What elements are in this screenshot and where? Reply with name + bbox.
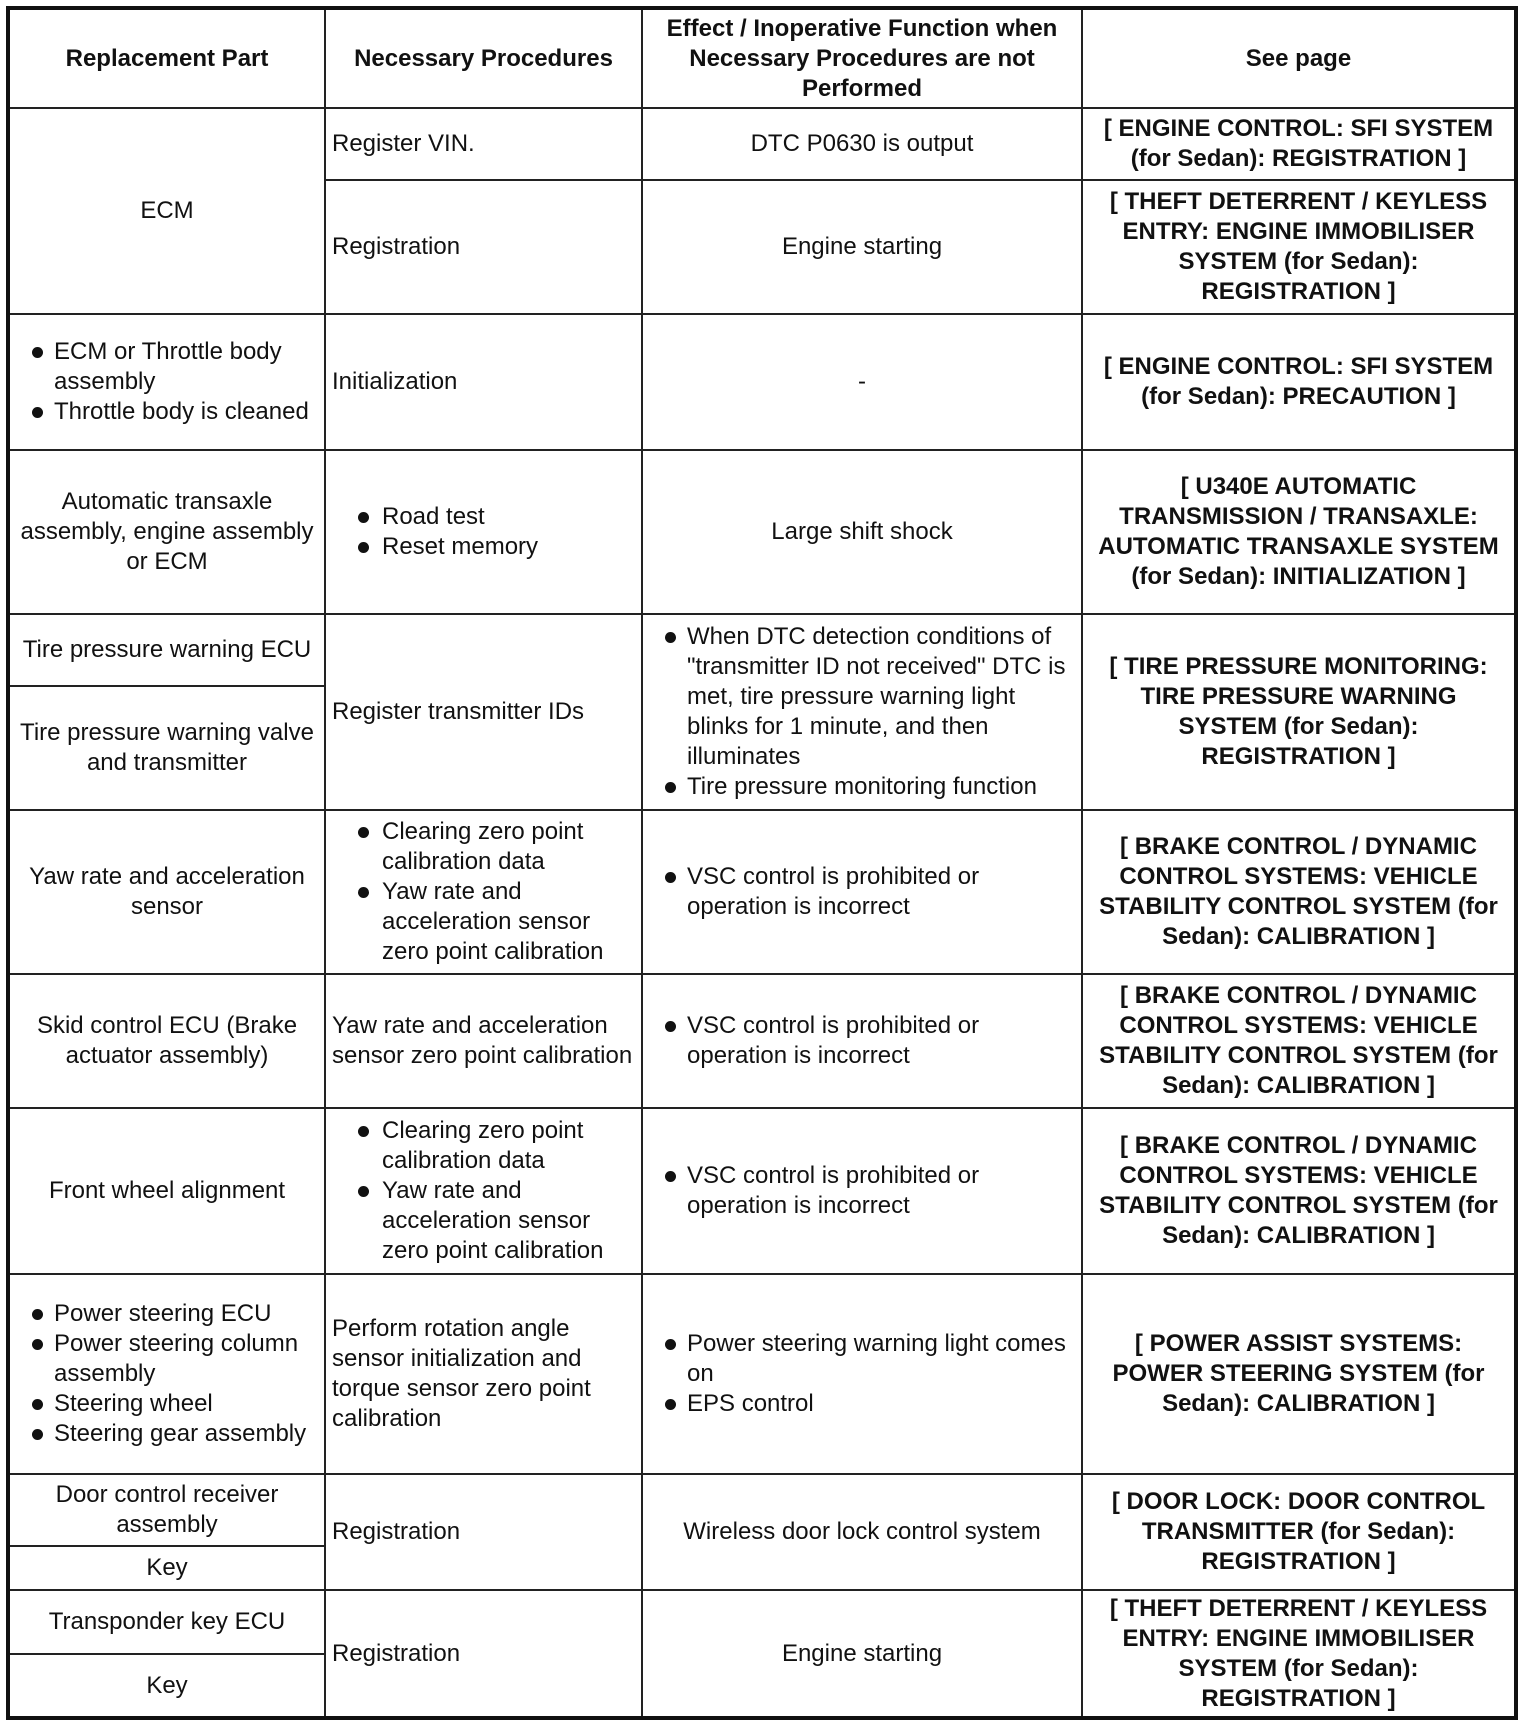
table-row [8,1474,1516,1546]
table-row [8,108,1516,180]
list-item: VSC control is prohibited or operation is incorrect [649,862,1075,922]
list-item: Reset memory [332,532,635,562]
header-replacement-part: Replacement Part [8,8,325,108]
part-cell: Tire pressure warning ECU [8,614,325,686]
see-page-ref: [ BRAKE CONTROL / DYNAMIC CONTROL SYSTEMS: VEHICLE STABILITY CONTROL SYSTEM (for Sedan): CALIBRATION ] [1082,974,1516,1108]
part-cell: Yaw rate and acceleration sensor [8,810,325,974]
see-page-ref: [ POWER ASSIST SYSTEMS: POWER STEERING SYSTEM (for Sedan): CALIBRATION ] [1082,1274,1516,1474]
part-cell: Front wheel alignment [8,1108,325,1274]
table-row [8,974,1516,1108]
table-row [8,810,1516,974]
see-page-ref: [ THEFT DETERRENT / KEYLESS ENTRY: ENGINE IMMOBILISER SYSTEM (for Sedan): REGISTRATION ] [1082,1590,1516,1718]
list-item: Steering wheel [16,1389,318,1419]
part-cell: Key [8,1546,325,1590]
procedure-cell: Perform rotation angle sensor initialization and torque sensor zero point calibration [325,1274,642,1474]
list-item: Tire pressure monitoring function [649,772,1075,802]
procedure-cell: Register transmitter IDs [325,614,642,810]
header-row [8,8,1516,108]
list-item: Power steering ECU [16,1299,318,1329]
list-item: Clearing zero point calibration data [332,1116,635,1176]
part-cell: Door control receiver assembly [8,1474,325,1546]
table-row [8,314,1516,450]
list-item: Throttle body is cleaned [16,397,318,427]
see-page-ref: [ BRAKE CONTROL / DYNAMIC CONTROL SYSTEMS: VEHICLE STABILITY CONTROL SYSTEM (for Sedan): CALIBRATION ] [1082,1108,1516,1274]
table-row [8,1274,1516,1474]
part-cell: Skid control ECU (Brake actuator assembly) [8,974,325,1108]
part-cell: Tire pressure warning valve and transmitter [8,686,325,810]
part-cell: ECM [8,108,325,314]
see-page-ref: [ ENGINE CONTROL: SFI SYSTEM (for Sedan): PRECAUTION ] [1082,314,1516,450]
list-item: ECM or Throttle body assembly [16,337,318,397]
part-cell [8,1274,325,1474]
procedure-cell [325,450,642,614]
table-row [8,450,1516,614]
see-page-ref: [ TIRE PRESSURE MONITORING: TIRE PRESSURE WARNING SYSTEM (for Sedan): REGISTRATION ] [1082,614,1516,810]
part-cell: Transponder key ECU [8,1590,325,1654]
see-page-ref: [ ENGINE CONTROL: SFI SYSTEM (for Sedan): REGISTRATION ] [1082,108,1516,180]
effect-cell [642,974,1082,1108]
list-item: EPS control [649,1389,1075,1419]
list-item: When DTC detection conditions of "transmitter ID not received" DTC is met, tire pressure warning light blinks for 1 minute, and then illuminates [649,622,1075,772]
list-item: Yaw rate and acceleration sensor zero point calibration [332,877,635,967]
list-item: VSC control is prohibited or operation is incorrect [649,1011,1075,1071]
part-cell: Key [8,1654,325,1718]
list-item: Clearing zero point calibration data [332,817,635,877]
header-see-page: See page [1082,8,1516,108]
effect-cell: - [642,314,1082,450]
procedure-cell [325,810,642,974]
effect-cell: Engine starting [642,1590,1082,1718]
effect-cell [642,1108,1082,1274]
list-item: Power steering column assembly [16,1329,318,1389]
effect-cell [642,614,1082,810]
effect-cell: DTC P0630 is output [642,108,1082,180]
part-cell: Automatic transaxle assembly, engine assembly or ECM [8,450,325,614]
procedure-cell: Yaw rate and acceleration sensor zero point calibration [325,974,642,1108]
procedure-cell: Initialization [325,314,642,450]
list-item: VSC control is prohibited or operation is incorrect [649,1161,1075,1221]
effect-cell [642,810,1082,974]
table-row [8,1590,1516,1654]
list-item: Power steering warning light comes on [649,1329,1075,1389]
see-page-ref: [ THEFT DETERRENT / KEYLESS ENTRY: ENGINE IMMOBILISER SYSTEM (for Sedan): REGISTRATION ] [1082,180,1516,314]
list-item: Road test [332,502,635,532]
header-effect: Effect / Inoperative Function when Necessary Procedures are not Performed [642,8,1082,108]
procedure-cell [325,1108,642,1274]
see-page-ref: [ BRAKE CONTROL / DYNAMIC CONTROL SYSTEMS: VEHICLE STABILITY CONTROL SYSTEM (for Sedan): CALIBRATION ] [1082,810,1516,974]
table-row [8,614,1516,686]
list-item: Steering gear assembly [16,1419,318,1449]
procedures-table [6,6,1518,1720]
procedure-cell: Registration [325,180,642,314]
see-page-ref: [ DOOR LOCK: DOOR CONTROL TRANSMITTER (for Sedan): REGISTRATION ] [1082,1474,1516,1590]
header-necessary-procedures: Necessary Procedures [325,8,642,108]
see-page-ref: [ U340E AUTOMATIC TRANSMISSION / TRANSAXLE: AUTOMATIC TRANSAXLE SYSTEM (for Sedan): INITIALIZATION ] [1082,450,1516,614]
table-row [8,1108,1516,1274]
procedure-cell: Registration [325,1590,642,1718]
effect-cell: Large shift shock [642,450,1082,614]
part-cell [8,314,325,450]
procedure-cell: Register VIN. [325,108,642,180]
effect-cell: Wireless door lock control system [642,1474,1082,1590]
list-item: Yaw rate and acceleration sensor zero point calibration [332,1176,635,1266]
effect-cell [642,1274,1082,1474]
effect-cell: Engine starting [642,180,1082,314]
procedure-cell: Registration [325,1474,642,1590]
